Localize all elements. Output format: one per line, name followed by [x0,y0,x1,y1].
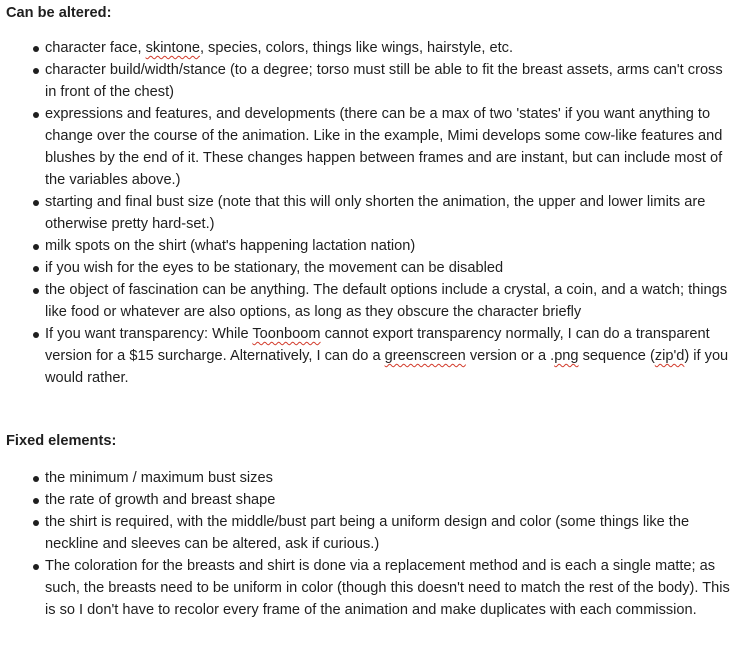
list-item-text: the object of fascination can be anything. The default options include a crystal, a coin, and a watch; things like food or whatever are also options, as long as they obscure the character briefly [45,282,728,320]
bullet-icon [33,520,39,526]
altered-list [6,37,731,389]
list-item [6,323,731,389]
bullet-icon [33,244,39,250]
list-item-text: the shirt is required, with the middle/bust part being a uniform design and color (some things like the neckline and sleeves can be altered, ask if curious.) [45,514,690,552]
bullet-icon [33,112,39,118]
bullet-icon [33,288,39,294]
list-item-text: starting and final bust size (note that this will only shorten the animation, the upper and lower limits are otherwise pretty hard-set.) [45,194,706,232]
list-item [6,235,731,257]
bullet-icon [33,46,39,52]
bullet-icon [33,266,39,272]
list-item [6,489,731,511]
list-item-text: The coloration for the breasts and shirt is done via a replacement method and is each a single matte; as such, the breasts need to be uniform in color (though this doesn't need to match the rest of the body). This is so I don't have to recolor every frame of the animation and make duplicates with each commission. [45,558,730,618]
list-item-text: If you want transparency: While Toonboom cannot export transparency normally, I can do a transparent version for a $15 surcharge. Alternatively, I can do a greenscreen version or a .png sequence (zip'd) if you would rather. [45,326,729,386]
list-item [6,279,731,323]
list-item-text: expressions and features, and developments (there can be a max of two 'states' if you want anything to change over the course of the animation. Like in the example, Mimi develops some cow-like features and blushes by the end of it. These changes happen between frames and are instant, but can include most of the variables above.) [45,106,723,188]
list-item [6,555,731,621]
fixed-list [6,467,731,621]
list-item-text: milk spots on the shirt (what's happening lactation nation) [45,238,416,254]
bullet-icon [33,200,39,206]
list-item [6,191,731,235]
list-item-text: character face, skintone, species, colors, things like wings, hairstyle, etc. [45,40,514,56]
bullet-icon [33,564,39,570]
bullet-icon [33,498,39,504]
bullet-icon [33,68,39,74]
bullet-icon [33,332,39,338]
list-item-text: character build/width/stance (to a degree; torso must still be able to fit the breast assets, arms can't cross in front of the chest) [45,62,723,100]
list-item [6,59,731,103]
list-item-text: the rate of growth and breast shape [45,492,276,508]
list-item-text: if you wish for the eyes to be stationary, the movement can be disabled [45,260,504,276]
bullet-icon [33,476,39,482]
list-item [6,103,731,191]
list-item-text: the minimum / maximum bust sizes [45,470,273,486]
list-item [6,37,731,59]
section-heading-can-be-altered: Can be altered: [6,5,112,21]
list-item [6,511,731,555]
section-heading-fixed-elements: Fixed elements: [6,433,117,449]
list-item [6,257,731,279]
list-item [6,467,731,489]
